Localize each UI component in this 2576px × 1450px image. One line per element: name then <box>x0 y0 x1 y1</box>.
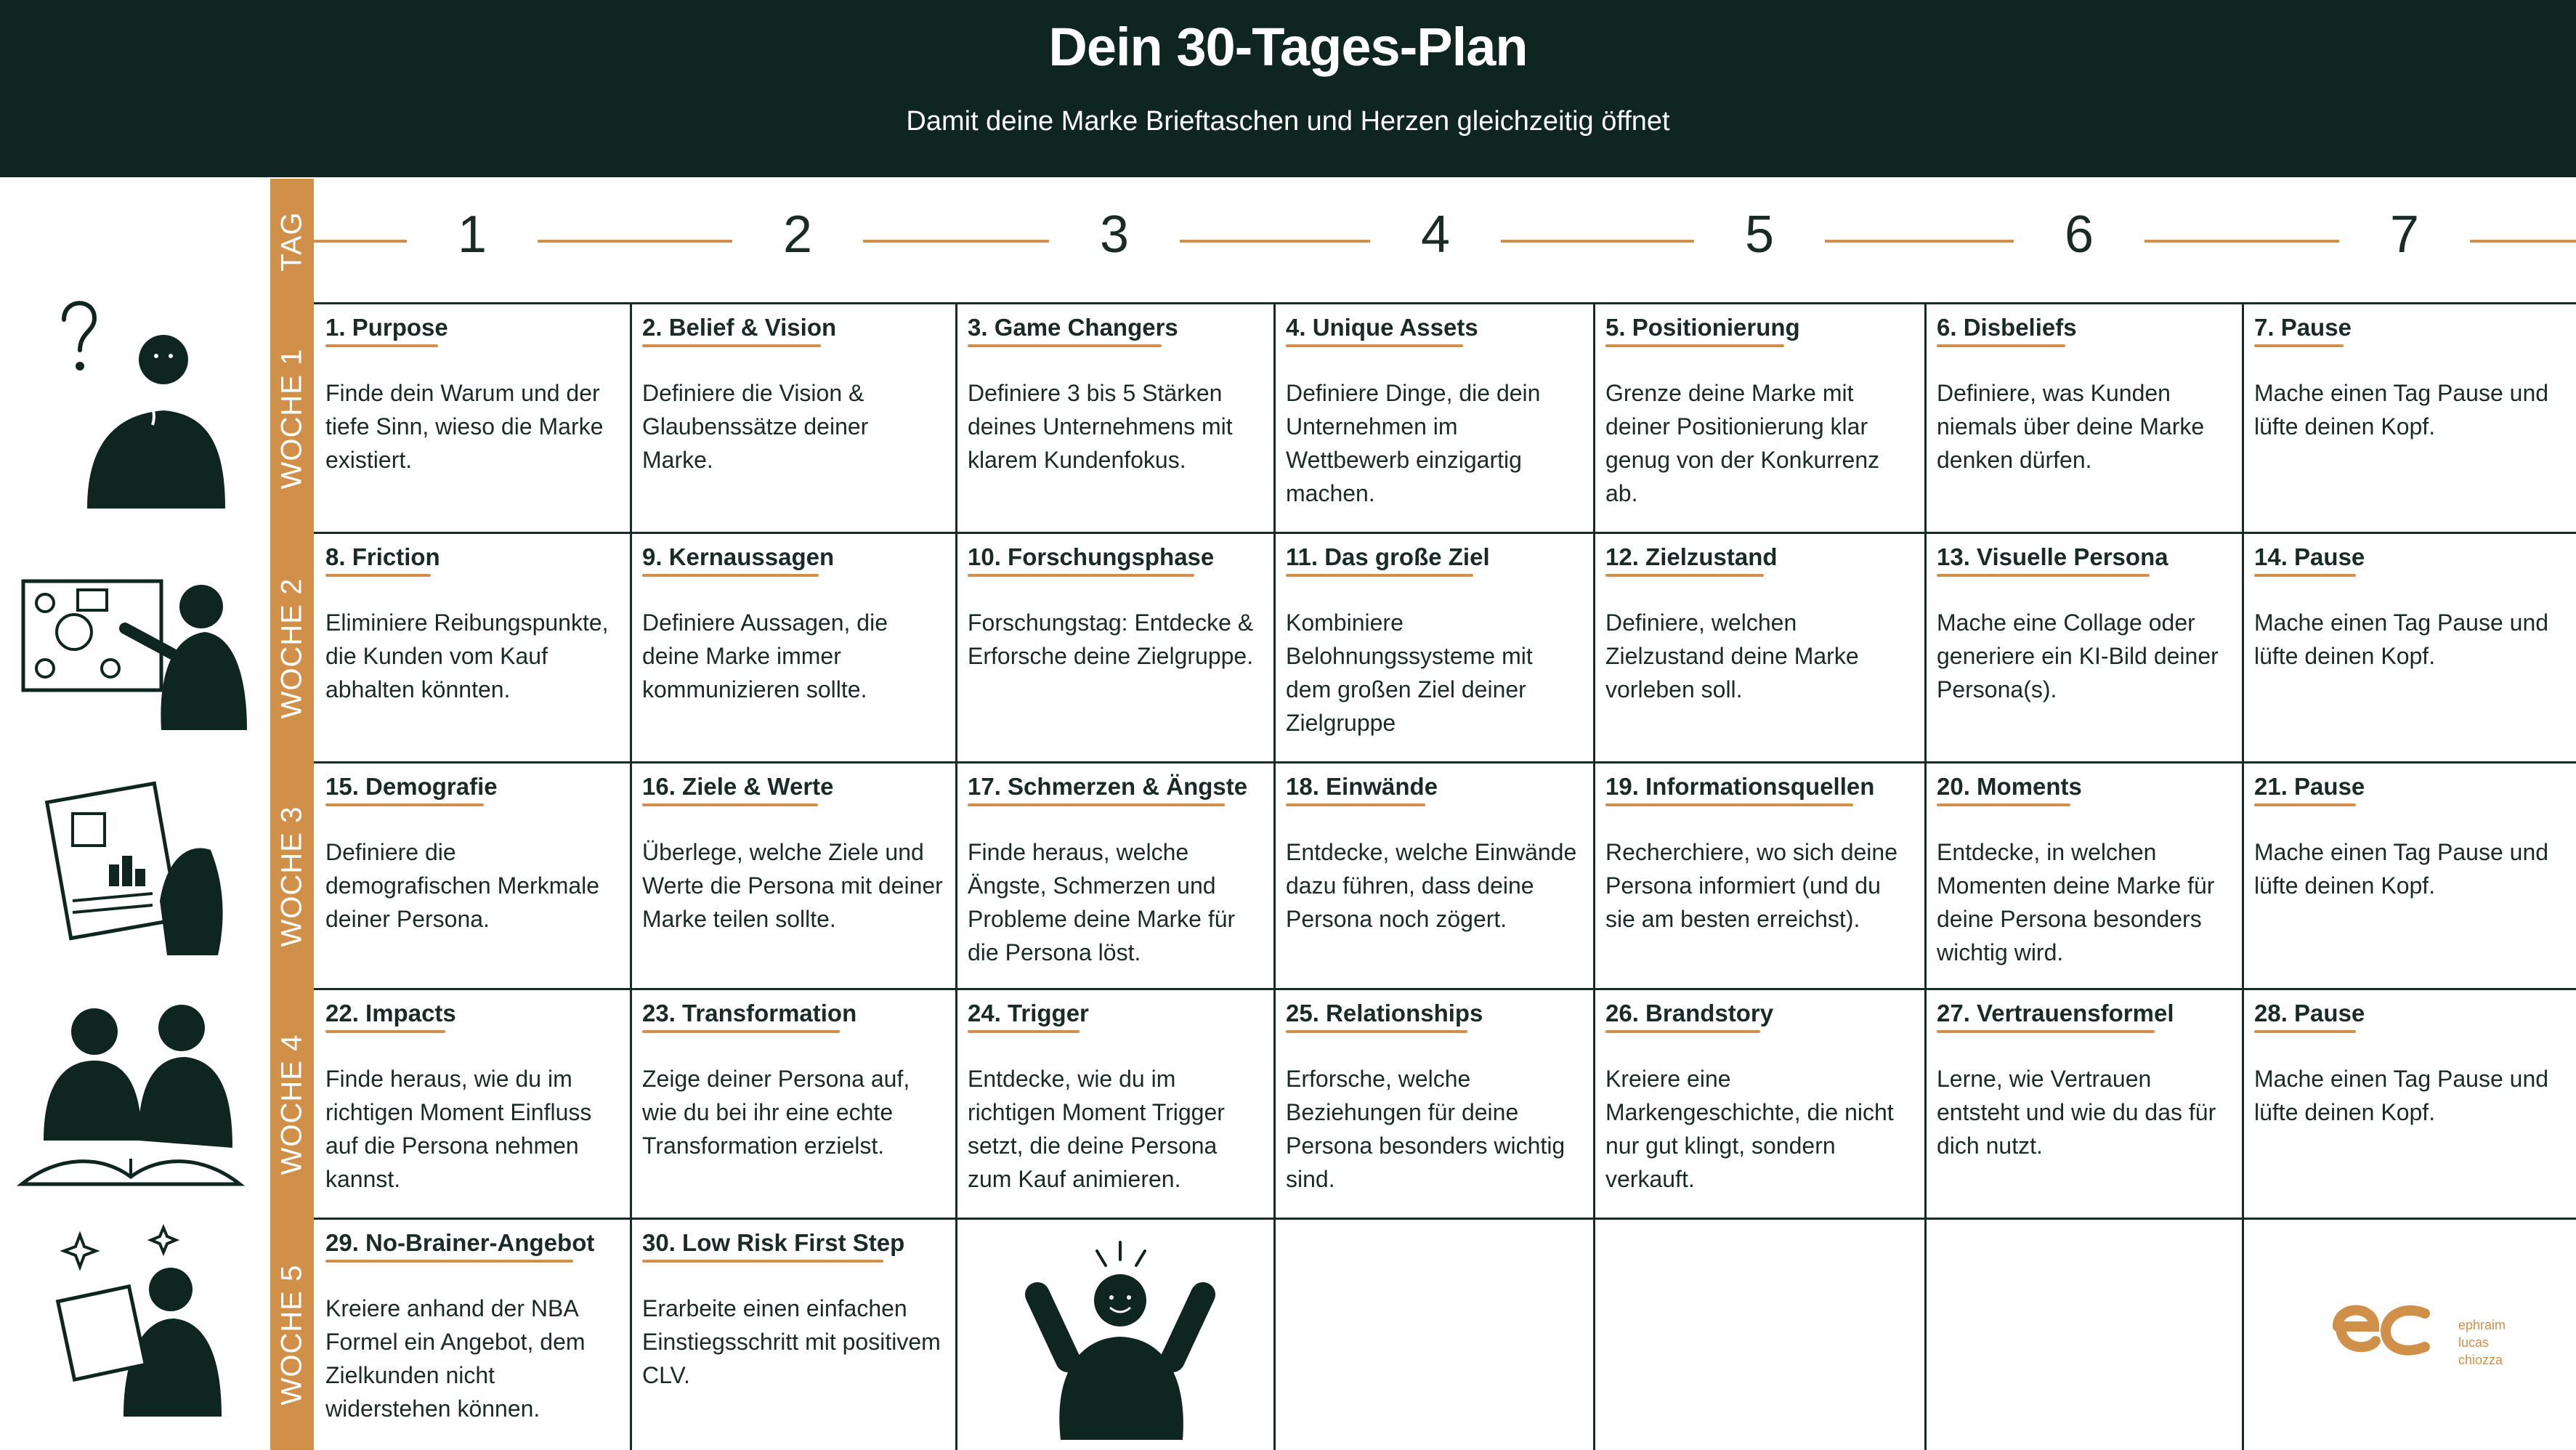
cell-description: Überlege, welche Ziele und Werte die Persona mit deiner Marke teilen sollte. <box>642 839 943 932</box>
title-underline <box>1605 574 1764 577</box>
cell-title-text: 4. Unique Assets <box>1286 314 1478 341</box>
cell-description: Zeige deiner Persona auf, wie du bei ihr eine echte Transformation erzielst. <box>642 1066 910 1159</box>
day-divider-line <box>314 240 407 243</box>
week-label-5: WOCHE 5 <box>275 1264 308 1405</box>
cell-description: Definiere die demografischen Merkmale deiner Persona. <box>325 839 600 932</box>
cell-title <box>1605 314 1800 355</box>
day-number: 3 <box>1099 206 1130 264</box>
cell-title-text: 6. Disbeliefs <box>1937 314 2077 341</box>
plan-cell <box>2243 533 2576 763</box>
cell-title-text: 9. Kernaussagen <box>642 543 835 570</box>
plan-cell <box>314 1219 631 1450</box>
day-number: 5 <box>1744 206 1775 264</box>
cell-title-text: 26. Brandstory <box>1605 1000 1774 1026</box>
day-divider-line <box>2144 240 2339 243</box>
title-underline <box>2254 803 2356 806</box>
title-underline <box>2254 344 2344 347</box>
cell-title-text: 12. Zielzustand <box>1605 543 1778 570</box>
cell-description: Definiere die Vision & Glaubenssätze deiner Marke. <box>642 380 869 473</box>
title-underline <box>642 803 818 806</box>
day-number: 4 <box>1420 206 1451 264</box>
plan-cell <box>1925 989 2243 1219</box>
title-underline <box>642 574 819 577</box>
cell-title <box>325 1229 594 1270</box>
cell-description: Kreiere eine Markengeschichte, die nicht nur gut klingt, sondern verkauft. <box>1605 1066 1894 1192</box>
title-underline <box>325 344 438 347</box>
cell-title <box>325 1000 456 1040</box>
cell-title-text: 16. Ziele & Werte <box>642 773 834 800</box>
cell-description: Lerne, wie Vertrauen entsteht und wie du das für dich nutzt. <box>1937 1066 2216 1159</box>
cell-description: Grenze deine Marke mit deiner Positionierung klar genug von der Konkurrenz ab. <box>1605 380 1880 506</box>
planning-board-icon <box>16 574 248 734</box>
brand-logo <box>2330 1290 2506 1370</box>
title-underline <box>968 803 1225 806</box>
cell-title-text: 24. Trigger <box>968 1000 1089 1026</box>
cell-title <box>968 773 1247 814</box>
title-underline <box>1605 803 1853 806</box>
plan-cell <box>956 533 1274 763</box>
title-underline <box>968 344 1162 347</box>
plan-cell <box>1594 989 1925 1219</box>
title-underline <box>642 1030 840 1033</box>
cell-title-text: 2. Belief & Vision <box>642 314 837 341</box>
cheering-person-icon <box>1010 1236 1235 1440</box>
cell-description: Recherchiere, wo sich deine Persona informiert (und du sie am besten erreichst). <box>1605 839 1897 932</box>
plan-cell <box>1594 763 1925 989</box>
cell-title-text: 29. No-Brainer-Angebot <box>325 1229 595 1256</box>
cell-description: Mache einen Tag Pause und lüfte deinen Kopf. <box>2254 1066 2549 1125</box>
title-underline <box>642 1260 883 1263</box>
cell-description: Kombiniere Belohnungssysteme mit dem großen Ziel deiner Zielgruppe <box>1286 609 1533 736</box>
cell-description: Mache einen Tag Pause und lüfte deinen Kopf. <box>2254 609 2549 669</box>
day-divider-line <box>538 240 732 243</box>
day-divider-line <box>2470 240 2576 243</box>
cell-title-text: 5. Positionierung <box>1605 314 1800 341</box>
plan-cell <box>1274 763 1594 989</box>
cell-title <box>642 773 834 814</box>
title-underline <box>2254 574 2356 577</box>
cell-description: Entdecke, welche Einwände dazu führen, dass deine Persona noch zögert. <box>1286 839 1577 932</box>
cell-title-text: 28. Pause <box>2254 1000 2365 1026</box>
cell-title <box>968 314 1178 355</box>
cell-title <box>1937 543 2168 584</box>
plan-cell <box>1925 533 2243 763</box>
plan-cell <box>631 989 956 1219</box>
plan-cell <box>1594 304 1925 533</box>
title-underline <box>325 1260 573 1263</box>
title-underline <box>325 803 484 806</box>
cell-title <box>2254 314 2352 355</box>
cell-title-text: 18. Einwände <box>1286 773 1438 800</box>
cell-description: Kreiere anhand der NBA Formel ein Angebot, dem Zielkunden nicht widerstehen können. <box>325 1295 586 1422</box>
reading-document-icon <box>44 777 232 959</box>
cell-title <box>2254 1000 2365 1040</box>
cell-title <box>642 543 834 584</box>
plan-cell <box>1594 533 1925 763</box>
plan-cell <box>1274 533 1594 763</box>
cell-description: Mache einen Tag Pause und lüfte deinen Kopf. <box>2254 839 2549 899</box>
title-underline <box>968 574 1194 577</box>
cell-description: Definiere Dinge, die dein Unternehmen im Wettbewerb einzigartig machen. <box>1286 380 1541 506</box>
plan-cell <box>631 304 956 533</box>
plan-cell <box>1274 304 1594 533</box>
cell-title-text: 8. Friction <box>325 543 440 570</box>
cell-description: Entdecke, wie du im richtigen Moment Trigger setzt, die deine Persona zum Kauf animieren. <box>968 1066 1225 1192</box>
cell-title-text: 30. Low Risk First Step <box>642 1229 905 1256</box>
cell-title-text: 11. Das große Ziel <box>1286 543 1490 570</box>
cell-title-text: 25. Relationships <box>1286 1000 1483 1026</box>
week-label-1: WOCHE 1 <box>275 348 308 489</box>
page-title: Dein 30-Tages-Plan <box>1048 17 1528 77</box>
day-divider-line <box>863 240 1049 243</box>
cell-title <box>642 314 836 355</box>
cell-title-text: 27. Vertrauensformel <box>1937 1000 2174 1026</box>
plan-cell <box>314 763 631 989</box>
plan-cell <box>1925 763 2243 989</box>
title-underline <box>1286 574 1473 577</box>
cell-title <box>325 543 440 584</box>
tag-label: TAG <box>275 211 308 272</box>
cell-description: Definiere Aussagen, die deine Marke immer kommunizieren sollte. <box>642 609 888 702</box>
cell-title-text: 17. Schmerzen & Ängste <box>968 773 1248 800</box>
title-underline <box>1286 803 1425 806</box>
title-underline <box>1286 344 1463 347</box>
cell-description: Erforsche, welche Beziehungen für deine Persona besonders wichtig sind. <box>1286 1066 1566 1192</box>
day-divider-line <box>1501 240 1694 243</box>
plan-cell <box>956 989 1274 1219</box>
week-label-4: WOCHE 4 <box>275 1034 308 1175</box>
plan-cell <box>2243 989 2576 1219</box>
cell-title-text: 22. Impacts <box>325 1000 456 1026</box>
title-underline <box>1937 344 2065 347</box>
title-underline <box>642 344 821 347</box>
cell-title <box>968 1000 1089 1040</box>
cell-title-text: 13. Visuelle Persona <box>1937 543 2168 570</box>
cell-title <box>968 543 1214 584</box>
cell-title-text: 7. Pause <box>2254 314 2352 341</box>
cell-title <box>1286 1000 1483 1040</box>
cell-description: Finde heraus, wie du im richtigen Moment Einfluss auf die Persona nehmen kannst. <box>325 1066 592 1192</box>
title-underline <box>1937 803 2070 806</box>
cell-title-text: 23. Transformation <box>642 1000 857 1026</box>
cell-title <box>1937 1000 2174 1040</box>
plan-cell <box>956 304 1274 533</box>
page-header <box>0 0 2576 177</box>
title-underline <box>1605 1030 1760 1033</box>
plan-cell <box>631 1219 956 1450</box>
cell-title <box>1286 543 1490 584</box>
day-divider-line <box>1825 240 2014 243</box>
cell-description: Erarbeite einen einfachen Einstiegsschritt mit positivem CLV. <box>642 1295 941 1388</box>
cell-title-text: 21. Pause <box>2254 773 2365 800</box>
title-underline <box>2254 1030 2356 1033</box>
cell-title <box>1937 773 2082 814</box>
cell-title <box>1286 773 1438 814</box>
cell-description: Eliminiere Reibungspunkte, die Kunden vom Kauf abhalten könnten. <box>325 609 609 702</box>
two-people-reading-icon <box>15 995 254 1191</box>
cell-description: Entdecke, in welchen Momenten deine Marke für deine Persona besonders wichtig wird. <box>1937 839 2215 965</box>
cell-title <box>2254 543 2365 584</box>
plan-cell <box>314 989 631 1219</box>
cell-title <box>2254 773 2365 814</box>
holding-box-icon <box>51 1220 232 1424</box>
cell-title <box>1605 1000 1773 1040</box>
cell-title <box>642 1229 904 1270</box>
plan-cell <box>631 763 956 989</box>
day-number: 6 <box>2064 206 2094 264</box>
cell-title-text: 20. Moments <box>1937 773 2082 800</box>
title-underline <box>968 1030 1080 1033</box>
plan-cell <box>1274 989 1594 1219</box>
title-underline <box>1937 1030 2155 1033</box>
cell-description: Mache einen Tag Pause und lüfte deinen Kopf. <box>2254 380 2549 440</box>
title-underline <box>1286 1030 1467 1033</box>
title-underline <box>325 1030 445 1033</box>
title-underline <box>1605 344 1784 347</box>
page-subtitle: Damit deine Marke Brieftaschen und Herzen gleichzeitig öffnet <box>906 106 1670 137</box>
cell-title <box>325 773 498 814</box>
week-label-3: WOCHE 3 <box>275 806 308 947</box>
logo-text: ephraim lucas chiozza <box>2458 1318 2506 1367</box>
cell-title-text: 15. Demografie <box>325 773 498 800</box>
cell-title-text: 1. Purpose <box>325 314 448 341</box>
plan-cell <box>631 533 956 763</box>
cell-description: Definiere, was Kunden niemals über deine Marke denken dürfen. <box>1937 380 2205 473</box>
cell-description: Finde heraus, welche Ängste, Schmerzen und Probleme deine Marke für die Persona löst. <box>968 839 1236 965</box>
cell-title <box>325 314 448 355</box>
plan-cell <box>314 304 631 533</box>
plan-cell <box>2243 763 2576 989</box>
cell-description: Definiere 3 bis 5 Stärken deines Unternehmens mit klarem Kundenfokus. <box>968 380 1233 473</box>
day-number: 1 <box>457 206 487 264</box>
cell-description: Finde dein Warum und der tiefe Sinn, wieso die Marke existiert. <box>325 380 604 473</box>
cell-title <box>1605 543 1778 584</box>
day-divider-line <box>1180 240 1370 243</box>
plan-cell <box>314 533 631 763</box>
cell-title-text: 19. Informationsquellen <box>1605 773 1875 800</box>
cell-title-text: 10. Forschungsphase <box>968 543 1215 570</box>
thinking-person-icon <box>44 291 232 516</box>
title-underline <box>325 574 431 577</box>
cell-description: Mache eine Collage oder generiere ein KI-Bild deiner Persona(s). <box>1937 609 2219 702</box>
plan-cell <box>1925 304 2243 533</box>
cell-title-text: 3. Game Changers <box>968 314 1178 341</box>
day-number: 7 <box>2389 206 2420 264</box>
cell-title <box>642 1000 856 1040</box>
day-number: 2 <box>782 206 813 264</box>
plan-cell <box>2243 304 2576 533</box>
week-label-2: WOCHE 2 <box>275 578 308 718</box>
title-underline <box>1937 574 2150 577</box>
cell-title <box>1937 314 2077 355</box>
cell-title-text: 14. Pause <box>2254 543 2365 570</box>
cell-title <box>1286 314 1478 355</box>
cell-description: Forschungstag: Entdecke & Erforsche deine Zielgruppe. <box>968 609 1254 669</box>
cell-description: Definiere, welchen Zielzustand deine Marke vorleben soll. <box>1605 609 1859 702</box>
plan-cell <box>956 763 1274 989</box>
cell-title <box>1605 773 1874 814</box>
